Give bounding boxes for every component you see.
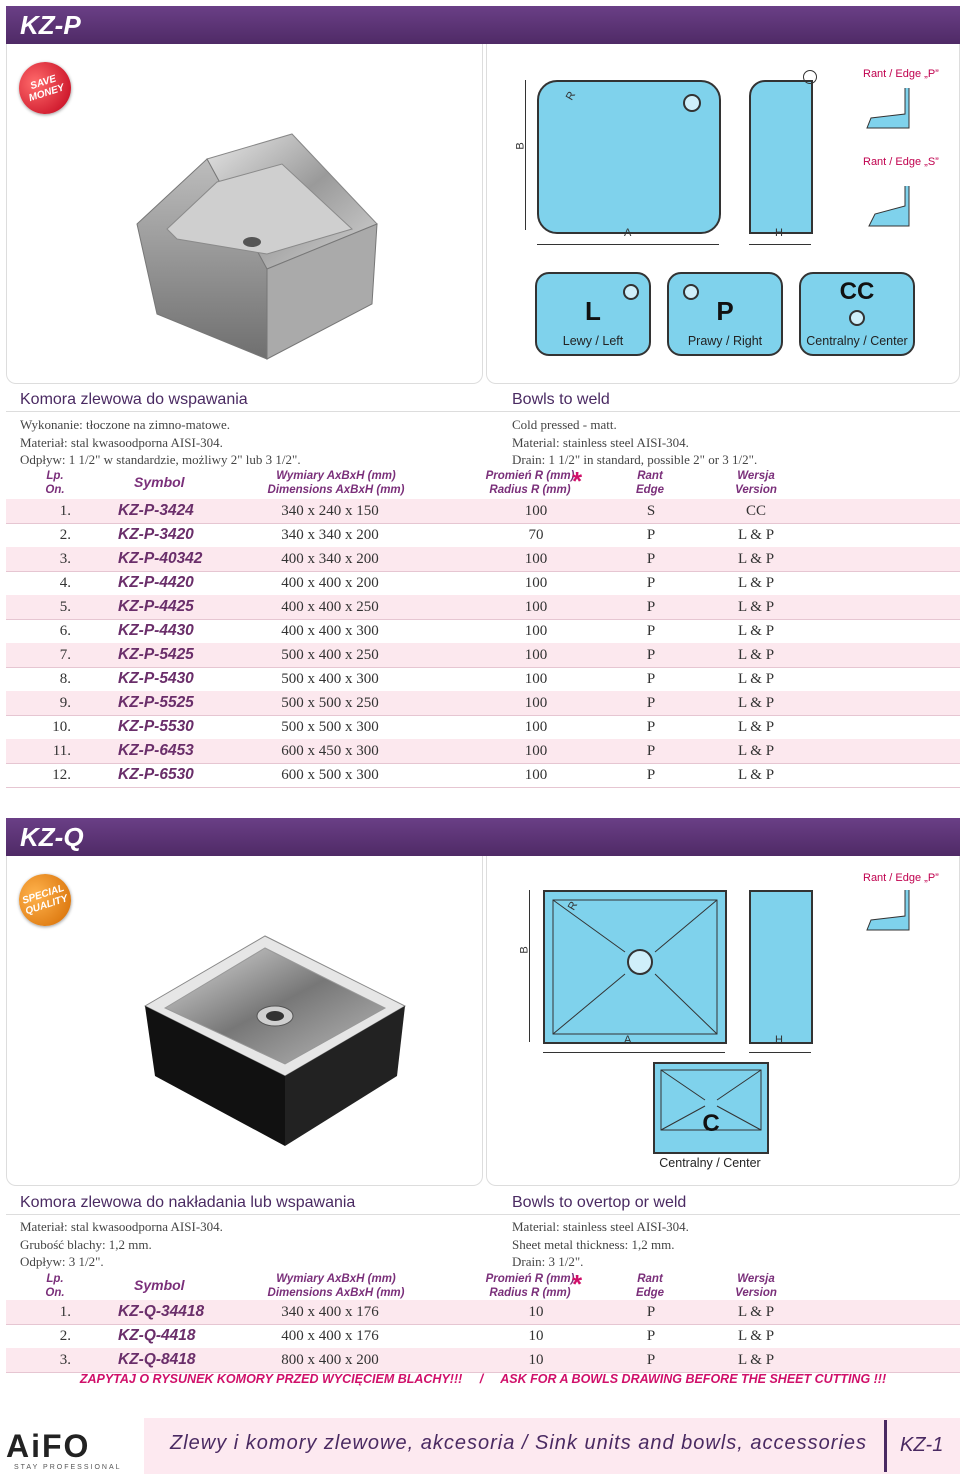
cell-symbol: KZ-P-6453 bbox=[118, 742, 194, 759]
cell-symbol: KZ-P-4430 bbox=[118, 622, 194, 639]
cell-radius: 100 bbox=[524, 575, 548, 591]
version-left-letter: L bbox=[585, 296, 601, 326]
table-row bbox=[6, 667, 960, 691]
dim-a-label: A bbox=[624, 1034, 632, 1046]
kzp-desc-en bbox=[512, 416, 757, 469]
cell-dimensions: 400 x 400 x 300 bbox=[281, 623, 379, 639]
edge-p-profile-icon bbox=[865, 88, 925, 134]
kzq-title-pl: Komora zlewowa do nakładania lub wspawania bbox=[20, 1194, 356, 1211]
cell-radius: 100 bbox=[524, 623, 548, 639]
cell-symbol: KZ-P-4420 bbox=[118, 574, 194, 591]
hdr-dimensions: Wymiary AxBxH (mm) Dimensions AxBxH (mm) bbox=[267, 470, 405, 496]
cell-version: L & P bbox=[737, 647, 775, 663]
detail-marker bbox=[803, 70, 817, 84]
edge-p-profile-icon bbox=[865, 890, 925, 936]
desc-line: Drain: 1 1/2" in standard, possible 2" or 3 1/2". bbox=[512, 452, 758, 467]
hdr-edge: Rant Edge bbox=[635, 470, 665, 496]
cell-dimensions: 340 x 340 x 200 bbox=[281, 527, 379, 543]
cell-radius: 100 bbox=[524, 767, 548, 783]
cell-radius: 100 bbox=[524, 719, 548, 735]
version-card-center bbox=[799, 272, 915, 356]
footer-divider bbox=[884, 1420, 887, 1472]
cell-edge: P bbox=[646, 575, 656, 591]
radius-label: R bbox=[565, 899, 581, 913]
dim-h-label: H bbox=[775, 227, 783, 239]
edge-s-profile-icon bbox=[865, 186, 925, 232]
cell-symbol: KZ-Q-4418 bbox=[118, 1327, 196, 1344]
cell-version: L & P bbox=[737, 695, 775, 711]
cell-radius: 10 bbox=[528, 1328, 544, 1344]
cell-edge: P bbox=[646, 767, 656, 783]
desc-line: Material: stainless steel AISI-304. bbox=[512, 434, 689, 450]
cell-lp: 1. bbox=[59, 503, 71, 519]
cell-edge: P bbox=[646, 743, 656, 759]
hdr-radius: Promień R (mm) Radius R (mm) bbox=[485, 1273, 575, 1299]
cell-radius: 100 bbox=[524, 503, 548, 519]
cell-symbol: KZ-P-5430 bbox=[118, 670, 194, 687]
diagonal-lines bbox=[545, 892, 725, 1042]
cell-version: L & P bbox=[737, 599, 775, 615]
sink-photo bbox=[135, 916, 415, 1156]
cell-symbol: KZ-P-4425 bbox=[118, 598, 194, 615]
cell-dimensions: 340 x 240 x 150 bbox=[281, 503, 379, 519]
desc-line: Odpływ: 1 1/2" w standardzie, możliwy 2" lub 3 1/2". bbox=[20, 452, 301, 467]
kzq-desc-en bbox=[512, 1218, 689, 1271]
table-row bbox=[6, 715, 960, 739]
cell-dimensions: 500 x 500 x 300 bbox=[281, 719, 379, 735]
table-row bbox=[6, 763, 960, 787]
desc-line: Drain: 3 1/2". bbox=[512, 1254, 584, 1269]
version-right-letter: P bbox=[716, 296, 734, 326]
desc-line: Cold pressed - matt. bbox=[512, 417, 617, 432]
cell-version: L & P bbox=[737, 719, 775, 735]
cell-radius: 10 bbox=[528, 1352, 544, 1368]
desc-line: Materiał: stal kwasoodporna AISI-304. bbox=[20, 1219, 223, 1234]
aifo-logo: AiFO bbox=[6, 1428, 91, 1464]
cell-dimensions: 500 x 400 x 250 bbox=[281, 647, 379, 663]
version-card-center bbox=[653, 1062, 769, 1154]
cell-lp: 5. bbox=[59, 599, 71, 615]
table-row bbox=[6, 547, 960, 571]
kzp-desc-pl bbox=[20, 416, 301, 469]
version-card-right bbox=[667, 272, 783, 356]
bowl-plan-view bbox=[543, 890, 727, 1044]
cell-radius: 10 bbox=[528, 1304, 544, 1320]
hdr-lp: Lp. On. bbox=[45, 470, 65, 496]
dim-b-line bbox=[525, 80, 526, 230]
hdr-lp: Lp. On. bbox=[45, 1273, 65, 1299]
cell-dimensions: 800 x 400 x 200 bbox=[281, 1352, 379, 1368]
cell-symbol: KZ-P-6530 bbox=[118, 766, 194, 783]
table-row bbox=[6, 643, 960, 667]
table-row bbox=[6, 691, 960, 715]
cell-symbol: KZ-Q-8418 bbox=[118, 1351, 196, 1368]
kzp-title-pl: Komora zlewowa do wspawania bbox=[20, 391, 248, 408]
cell-dimensions: 400 x 400 x 250 bbox=[281, 599, 379, 615]
hdr-symbol: Symbol bbox=[134, 474, 185, 490]
table-row bbox=[6, 571, 960, 595]
cell-radius: 100 bbox=[524, 671, 548, 687]
drain-icon bbox=[849, 310, 865, 326]
cell-lp: 7. bbox=[59, 647, 71, 663]
product-photo-panel bbox=[6, 44, 483, 384]
cell-symbol: KZ-P-5525 bbox=[118, 694, 194, 711]
desc-line: Grubość blachy: 1,2 mm. bbox=[20, 1236, 152, 1252]
edge-p-label: Rant / Edge „P” bbox=[863, 68, 939, 80]
cell-version: L & P bbox=[737, 1304, 775, 1320]
dim-h-label: H bbox=[775, 1034, 783, 1046]
cell-lp: 6. bbox=[59, 623, 71, 639]
page-number: KZ-1 bbox=[900, 1434, 944, 1456]
version-left-label: Lewy / Left bbox=[562, 334, 624, 348]
warning-pl: ZAPYTAJ O RYSUNEK KOMORY PRZED WYCIĘCIEM BLACHY!!! bbox=[79, 1372, 463, 1386]
cell-symbol: KZ-P-3420 bbox=[118, 526, 194, 543]
version-right-label: Prawy / Right bbox=[687, 334, 763, 348]
cell-version: L & P bbox=[737, 527, 775, 543]
edge-p-label: Rant / Edge „P” bbox=[863, 872, 939, 884]
table-row bbox=[6, 619, 960, 643]
cell-version: L & P bbox=[737, 1328, 775, 1344]
hdr-edge: Rant Edge bbox=[635, 1273, 665, 1299]
hdr-version: Wersja Version bbox=[735, 470, 777, 496]
sink-photo bbox=[117, 104, 397, 374]
cell-edge: P bbox=[646, 551, 656, 567]
dim-b-line bbox=[529, 890, 530, 1042]
cell-lp: 3. bbox=[59, 1352, 71, 1368]
kzq-desc-pl bbox=[20, 1218, 223, 1271]
table-header bbox=[6, 1271, 960, 1301]
cell-symbol: KZ-P-40342 bbox=[118, 550, 203, 567]
table-row bbox=[6, 739, 960, 763]
cell-lp: 12. bbox=[52, 767, 71, 783]
cell-lp: 3. bbox=[59, 551, 71, 567]
drawing-panel bbox=[486, 856, 960, 1186]
version-card-left bbox=[535, 272, 651, 356]
dim-b-label: B bbox=[518, 946, 531, 954]
dim-a-line bbox=[537, 244, 719, 245]
section-title-kzp: KZ-P bbox=[6, 6, 960, 44]
version-center-label: Centralny / Center bbox=[659, 1156, 761, 1170]
desc-line: Material: stainless steel AISI-304. bbox=[512, 1219, 689, 1234]
table-row bbox=[6, 499, 960, 523]
cell-version: L & P bbox=[737, 575, 775, 591]
cell-edge: P bbox=[646, 527, 656, 543]
special-quality-badge: SPECIAL QUALITY bbox=[12, 867, 78, 933]
kzp-title-en: Bowls to weld bbox=[512, 391, 610, 408]
dim-b-label: B bbox=[514, 142, 527, 150]
cell-edge: P bbox=[646, 599, 656, 615]
cell-edge: S bbox=[646, 503, 656, 519]
bowl-side-view bbox=[749, 80, 813, 234]
hdr-symbol: Symbol bbox=[134, 1277, 185, 1293]
cell-symbol: KZ-P-3424 bbox=[118, 502, 194, 519]
cell-dimensions: 600 x 450 x 300 bbox=[281, 743, 379, 759]
table-row bbox=[6, 1324, 960, 1348]
desc-line: Wykonanie: tłoczone na zimno-matowe. bbox=[20, 417, 231, 432]
dim-a-line bbox=[543, 1052, 725, 1053]
hdr-version: Wersja Version bbox=[735, 1273, 777, 1299]
row-divider bbox=[6, 787, 960, 788]
cell-radius: 100 bbox=[524, 599, 548, 615]
radius-label: R bbox=[563, 89, 579, 103]
hdr-dimensions: Wymiary AxBxH (mm) Dimensions AxBxH (mm) bbox=[267, 1273, 405, 1299]
kzq-title-en: Bowls to overtop or weld bbox=[512, 1194, 687, 1211]
desc-line: Odpływ: 3 1/2". bbox=[20, 1254, 104, 1269]
cell-edge: P bbox=[646, 695, 656, 711]
drawing-panel bbox=[486, 44, 960, 384]
bowl-side-view bbox=[749, 890, 813, 1044]
warning-separator: / bbox=[479, 1372, 484, 1386]
bowl-plan-view bbox=[537, 80, 721, 234]
cell-edge: P bbox=[646, 719, 656, 735]
dim-h-line bbox=[749, 244, 811, 245]
table-row bbox=[6, 1300, 960, 1324]
dim-h-line bbox=[749, 1052, 811, 1053]
asterisk-note: * bbox=[572, 1269, 583, 1299]
cell-dimensions: 500 x 400 x 300 bbox=[281, 671, 379, 687]
warning-note bbox=[6, 1372, 960, 1390]
cell-dimensions: 600 x 500 x 300 bbox=[281, 767, 379, 783]
cell-version: L & P bbox=[737, 671, 775, 687]
cell-lp: 8. bbox=[59, 671, 71, 687]
cell-radius: 100 bbox=[524, 695, 548, 711]
cell-version: L & P bbox=[737, 767, 775, 783]
cell-radius: 100 bbox=[524, 743, 548, 759]
table-row bbox=[6, 1348, 960, 1372]
cell-version: L & P bbox=[737, 623, 775, 639]
desc-line: Materiał: stal kwasoodporna AISI-304. bbox=[20, 434, 223, 450]
cell-radius: 100 bbox=[524, 647, 548, 663]
cell-version: L & P bbox=[737, 1352, 775, 1368]
cell-lp: 4. bbox=[59, 575, 71, 591]
cell-lp: 2. bbox=[59, 527, 71, 543]
cell-edge: P bbox=[646, 623, 656, 639]
hdr-radius: Promień R (mm) Radius R (mm) bbox=[485, 470, 575, 496]
cell-lp: 2. bbox=[59, 1328, 71, 1344]
dim-a-label: A bbox=[624, 227, 632, 239]
cell-radius: 100 bbox=[524, 551, 548, 567]
cell-version: L & P bbox=[737, 551, 775, 567]
cell-dimensions: 500 x 500 x 250 bbox=[281, 695, 379, 711]
cell-edge: P bbox=[646, 1352, 656, 1368]
divider bbox=[6, 411, 960, 412]
cell-edge: P bbox=[646, 647, 656, 663]
version-center-letter: C bbox=[702, 1110, 720, 1137]
cell-dimensions: 400 x 400 x 200 bbox=[281, 575, 379, 591]
save-money-badge: SAVE MONEY bbox=[12, 55, 78, 121]
cell-lp: 9. bbox=[59, 695, 71, 711]
cell-dimensions: 400 x 400 x 176 bbox=[281, 1328, 379, 1344]
cell-edge: P bbox=[646, 1328, 656, 1344]
logo-tagline: STAY PROFESSIONAL bbox=[14, 1464, 122, 1471]
cell-version: L & P bbox=[737, 743, 775, 759]
warning-en: ASK FOR A BOWLS DRAWING BEFORE THE SHEET CUTTING !!! bbox=[500, 1372, 887, 1386]
edge-s-label: Rant / Edge „S” bbox=[863, 156, 939, 168]
cell-symbol: KZ-P-5425 bbox=[118, 646, 194, 663]
cell-lp: 10. bbox=[52, 719, 71, 735]
table-header bbox=[6, 468, 960, 498]
cell-version: CC bbox=[745, 503, 766, 519]
cell-lp: 11. bbox=[52, 743, 71, 759]
cell-radius: 70 bbox=[528, 527, 544, 543]
version-center-label: Centralny / Center bbox=[806, 334, 908, 348]
cell-dimensions: 400 x 340 x 200 bbox=[281, 551, 379, 567]
divider bbox=[6, 1214, 960, 1215]
drain-icon bbox=[683, 94, 701, 112]
table-row bbox=[6, 595, 960, 619]
product-photo-panel bbox=[6, 856, 483, 1186]
table-row bbox=[6, 523, 960, 547]
footer-text: Zlewy i komory zlewowe, akcesoria / Sink units and bowls, accessories bbox=[170, 1432, 868, 1454]
cell-edge: P bbox=[646, 671, 656, 687]
asterisk-note: * bbox=[572, 466, 583, 496]
section-title-kzq: KZ-Q bbox=[6, 818, 960, 856]
cell-lp: 1. bbox=[59, 1304, 71, 1320]
desc-line: Sheet metal thickness: 1,2 mm. bbox=[512, 1236, 675, 1252]
cell-dimensions: 340 x 400 x 176 bbox=[281, 1304, 379, 1320]
cell-edge: P bbox=[646, 1304, 656, 1320]
version-center-letter: CC bbox=[839, 278, 875, 305]
cell-symbol: KZ-P-5530 bbox=[118, 718, 194, 735]
cell-symbol: KZ-Q-34418 bbox=[118, 1303, 205, 1320]
